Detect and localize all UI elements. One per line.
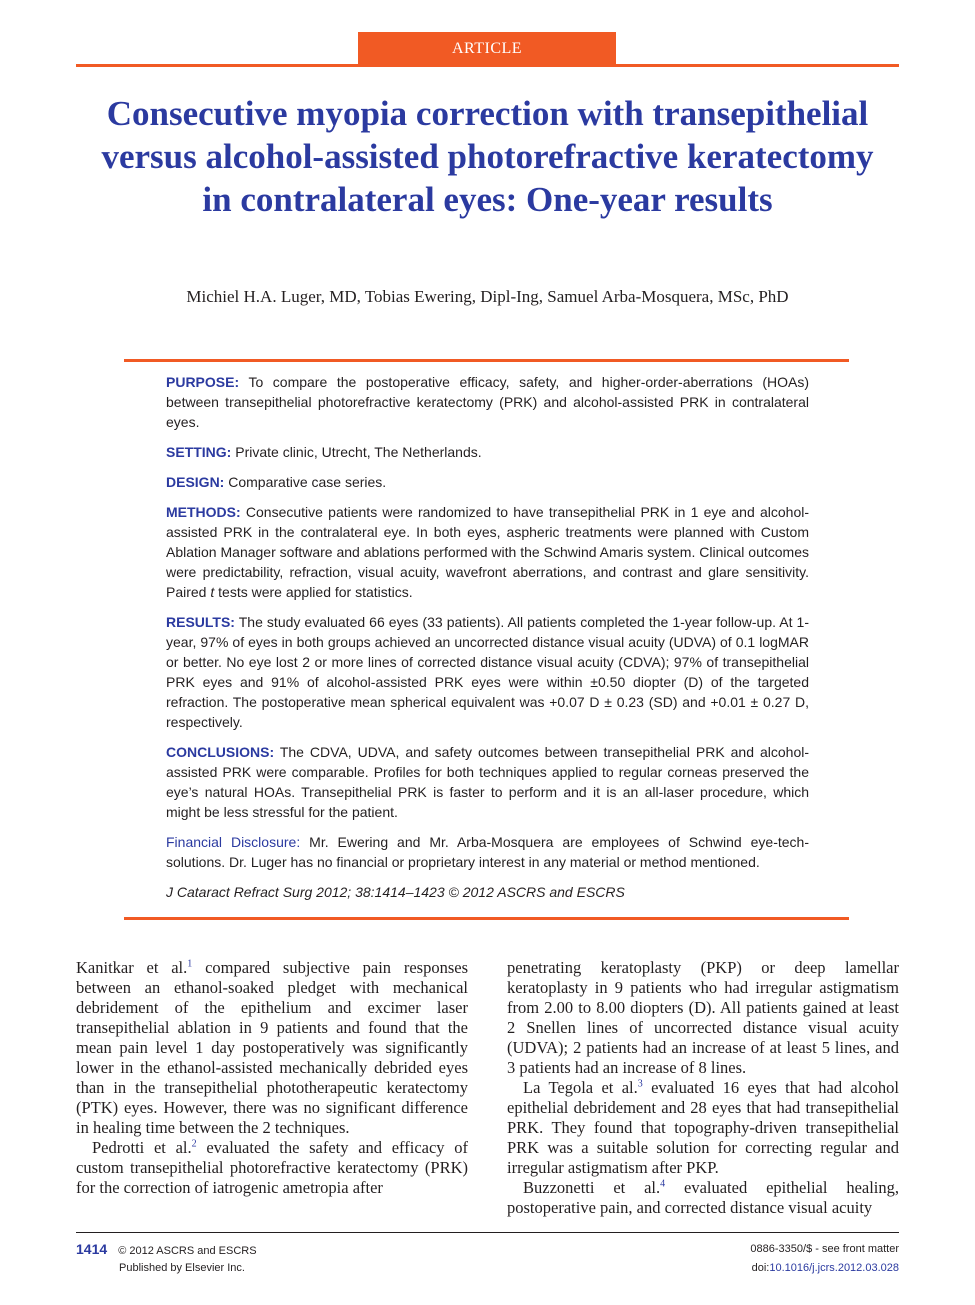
abstract-results: RESULTS: The study evaluated 66 eyes (33 patients). All patients completed the 1-year follow-up. At 1-year, 97% of eyes in both groups achieved an uncorrected distance visual acuity (UDVA) of 0.1 logMAR or better. No eye lost 2 or more lines of corrected distance visual acuity (CDVA); 97% of transepithelial PRK eyes and 91% of alcohol-assisted PRK eyes were within ±0.50 diopter (D) of the targeted refraction. The postoperative mean spherical equivalent was +0.07 D ± 0.23 (SD) and +0.01 ± 0.27 D, respectively. [166, 614, 809, 730]
abstract-setting: SETTING: Private clinic, Utrecht, The Netherlands. [166, 444, 482, 460]
body-paragraph: penetrating keratoplasty (PKP) or deep lamellar keratoplasty in 9 patients who had irregular astigmatism from 2.00 to 8.00 diopters (D). All patients gained at least 2 Snellen lines of uncorrected distance visual acuity (UDVA); 2 patients had an increase of at least 5 lines, and 3 patients had an increase of 8 lines. [507, 958, 899, 1077]
author-list: Michiel H.A. Luger, MD, Tobias Ewering, Dipl-Ing, Samuel Arba-Mosquera, MSc, PhD [186, 287, 789, 306]
body-column-left [76, 958, 468, 1198]
abstract [166, 372, 809, 912]
journal-citation: J Cataract Refract Surg 2012; 38:1414–1423 © 2012 ASCRS and ESCRS [166, 884, 625, 900]
abstract-purpose: PURPOSE: To compare the postoperative efficacy, safety, and higher-order-aberrations (HOAs) between transepithelial photorefractive keratectomy (PRK) and alcohol-assisted PRK in contralateral eyes. [166, 374, 809, 430]
body-paragraph: La Tegola et al.$^3$ evaluated 16 eyes that had alcohol epithelial debridement and 28 eyes that had transepithelial PRK. They found that topography-driven transepithelial PRK was a suitable solution for correcting regular and irregular astigmatism after PKP. [507, 1078, 899, 1177]
footer-left-top [76, 1241, 257, 1257]
footer-copyright: © 2012 ASCRS and ESCRS [118, 1245, 257, 1257]
top-rule [76, 64, 899, 67]
financial-disclosure: Financial Disclosure: Mr. Ewering and Mr. Arba-Mosquera are employees of Schwind eye-tech-solutions. Dr. Luger has no financial or proprietary interest in any material or method mentioned. [166, 834, 809, 870]
body-paragraph: Buzzonetti et al.$^4$ evaluated epithelial healing, postoperative pain, and corrected distance visual acuity [507, 1178, 900, 1217]
doi-link[interactable]: 10.1016/j.jcrs.2012.03.028 [769, 1262, 899, 1274]
reference-link[interactable]: 3 [637, 1078, 643, 1090]
footer-issn: 0886-3350/$ - see front matter [750, 1243, 899, 1255]
reference-link[interactable]: 2 [191, 1138, 197, 1150]
body-column-right [507, 958, 899, 1218]
footer-publisher: Published by Elsevier Inc. [119, 1262, 245, 1274]
abstract-design: DESIGN: Comparative case series. [166, 474, 387, 490]
page-number: 1414 [76, 1241, 108, 1257]
body-paragraph: Pedrotti et al.$^2$ evaluated the safety and efficacy of custom transepithelial photorefractive keratectomy (PRK) for the correction of iatrogenic ametropia after [76, 1138, 468, 1197]
reference-link[interactable]: 4 [660, 1178, 666, 1190]
abstract-top-rule [124, 359, 849, 362]
abstract-methods: METHODS: Consecutive patients were randomized to have transepithelial PRK in 1 eye and alcohol-assisted PRK in the contralateral eye. In both eyes, aspheric treatments were planned with Custom Ablation Manager software and ablations performed with the Schwind Amaris system. Clinical outcomes were predictability, refraction, visual acuity, wavefront aberrations, and contrast and glare sensitivity. Paired t tests were applied for statistics. [166, 504, 809, 600]
section-tab: ARTICLE [358, 32, 616, 65]
footer-rule [76, 1232, 899, 1233]
abstract-bottom-rule [124, 917, 849, 920]
reference-link[interactable]: 1 [187, 958, 193, 970]
body-paragraph: Kanitkar et al.$^1$ compared subjective pain responses between an ethanol-soaked pledget with mechanical debridement of the epithelium and excimer laser transepithelial ablation in 9 patients and found that the mean pain level 1 day postoperatively was significantly lower in the ethanol-assisted mechanically debrided eyes than in the transepithelial phototherapeutic keratectomy (PTK) eyes. However, there was no significant difference in healing time between the 2 techniques. [76, 958, 468, 1137]
footer-doi: doi:10.1016/j.jcrs.2012.03.028 [751, 1262, 899, 1274]
abstract-conclusions: CONCLUSIONS: The CDVA, UDVA, and safety outcomes between transepithelial PRK and alcohol-assisted PRK were comparable. Profiles for both techniques applied to regular corneas preserved the eye’s natural HOAs. Transepithelial PRK is faster to perform and it is an all-laser procedure, which might be less stressful for the patient. [166, 744, 809, 820]
article-title: Consecutive myopia correction with transepithelial versus alcohol-assisted photorefractive keratectomy in contralateral eyes: One-year results [101, 94, 874, 219]
